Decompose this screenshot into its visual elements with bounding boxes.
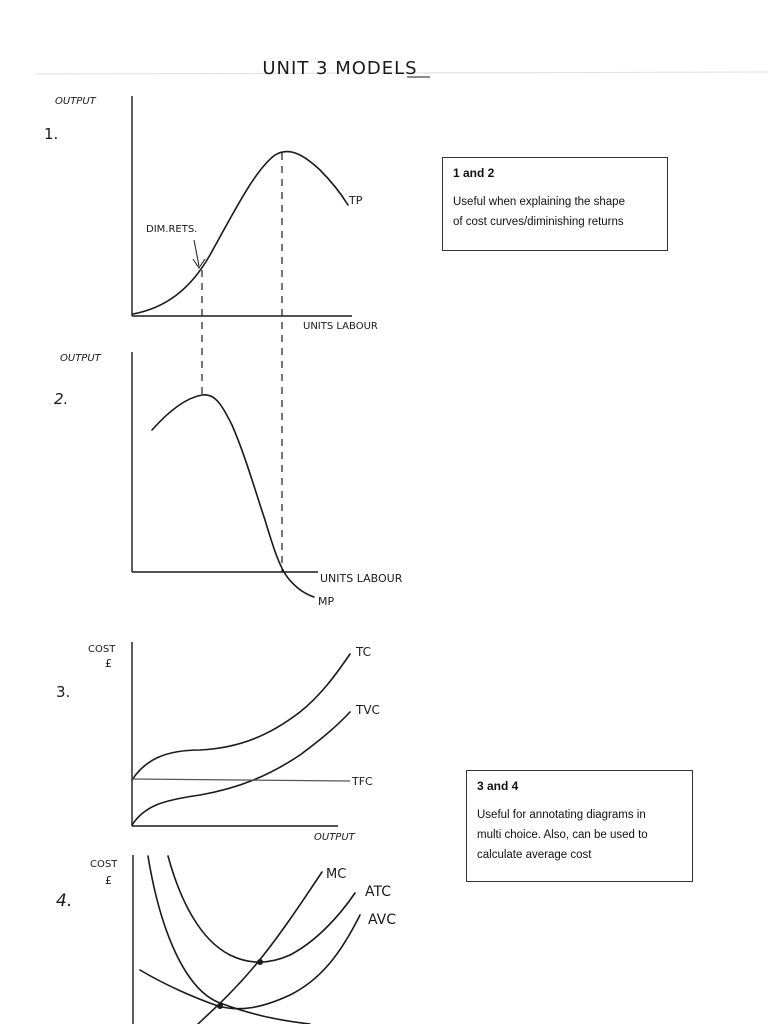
diagram-1-number: 1. <box>44 125 59 143</box>
dim-rets-arrow <box>193 240 205 268</box>
tvc-curve <box>132 712 350 825</box>
mp-label: MP <box>318 595 335 608</box>
diagram-2-number: 2. <box>54 390 69 408</box>
tfc-line <box>132 779 350 781</box>
avc-label: AVC <box>368 912 397 928</box>
tvc-label: TVC <box>356 703 380 717</box>
note-2-line-3: calculate average cost <box>477 849 592 861</box>
diagram-1-y-label: OUTPUT <box>55 96 96 107</box>
diagram-1-total-product <box>44 96 378 332</box>
diagram-2-marginal-product <box>54 352 403 608</box>
page-title: UNIT 3 MODELS <box>262 58 418 79</box>
note-2-line-2: multi choice. Also, can be used to <box>477 829 648 841</box>
tc-curve <box>132 654 350 780</box>
tfc-label: TFC <box>352 775 373 788</box>
diagram-4-unit-costs <box>56 855 396 1024</box>
diagram-4-y-label: COST <box>90 859 118 870</box>
note-1-title: 1 and 2 <box>453 166 495 180</box>
mc-avc-intersection <box>217 1003 223 1009</box>
diagram-4-y-unit: £ <box>105 874 112 887</box>
atc-label: ATC <box>365 884 391 900</box>
diagram-3-total-costs <box>56 642 380 843</box>
note-box-3-and-4 <box>466 770 693 882</box>
note-1-line-1: Useful when explaining the shape <box>453 196 625 208</box>
mp-curve <box>152 395 314 597</box>
mc-atc-intersection <box>257 959 263 965</box>
diagram-2-x-label: UNITS LABOUR <box>320 572 403 585</box>
tc-label: TC <box>356 645 372 659</box>
dim-rets-annotation: DIM.RETS. <box>146 224 198 235</box>
tp-label: TP <box>349 194 363 207</box>
afc-curve <box>148 856 310 1024</box>
mc-label: MC <box>326 867 347 882</box>
note-2-title: 3 and 4 <box>477 779 519 793</box>
diagram-1-x-label: UNITS LABOUR <box>303 321 378 332</box>
diagram-4-number: 4. <box>56 891 73 911</box>
diagram-3-x-label: OUTPUT <box>314 832 355 843</box>
note-2-line-1: Useful for annotating diagrams in <box>477 809 646 821</box>
note-box-1-and-2 <box>442 157 668 251</box>
diagram-3-y-label: COST <box>88 644 116 655</box>
diagram-3-number: 3. <box>56 683 71 701</box>
diagram-2-y-label: OUTPUT <box>60 353 101 364</box>
note-1-line-2: of cost curves/diminishing returns <box>453 216 624 228</box>
diagram-3-y-unit: £ <box>105 657 112 670</box>
